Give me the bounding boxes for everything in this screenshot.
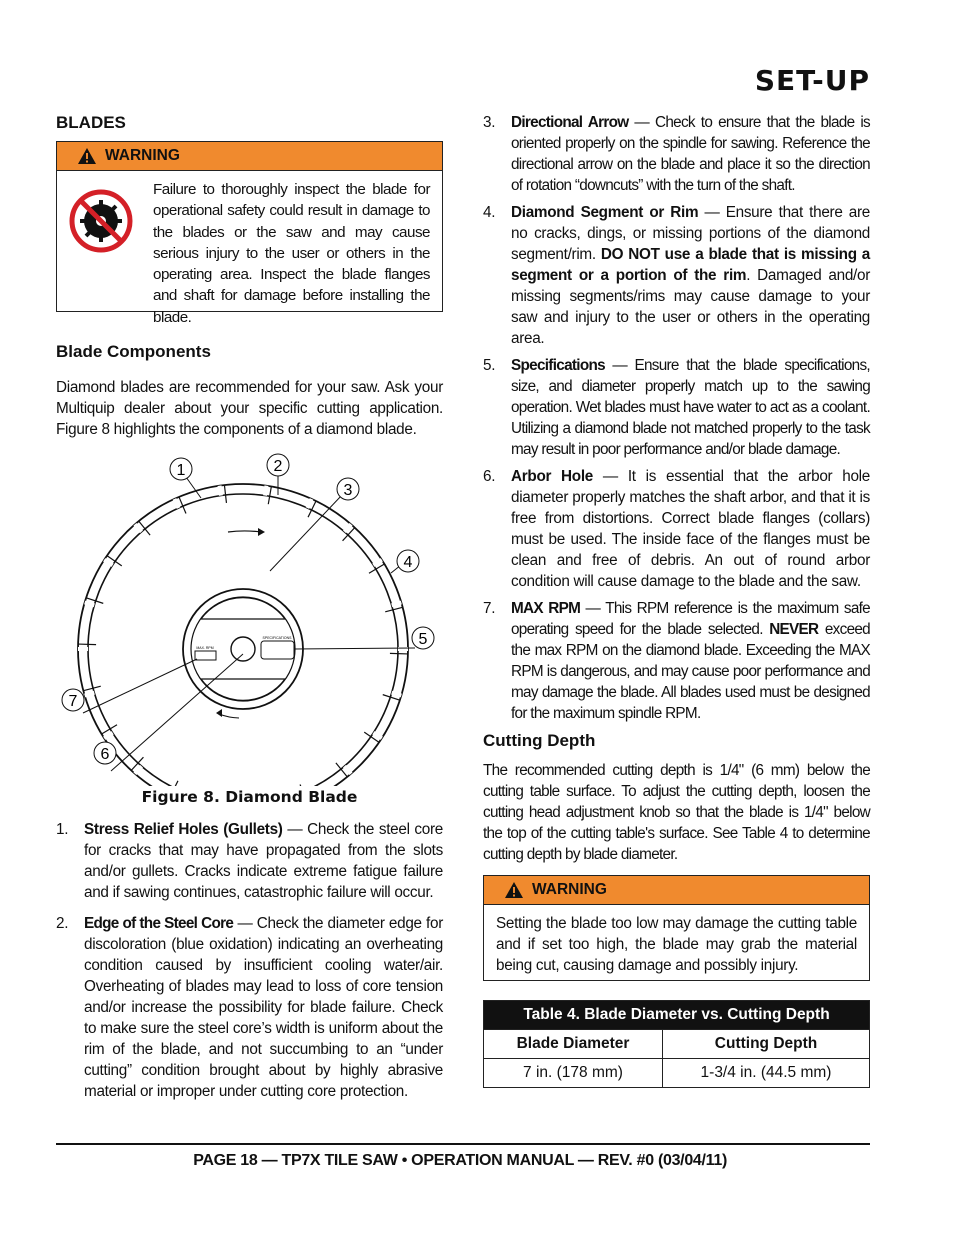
rim-gullet (174, 499, 178, 508)
rim-gullet (345, 766, 352, 774)
item-body-2: exceed the max RPM on the diamond blade. Exceeding the MAX RPM is dangerous, and may cause poor performance and may damage the blade. All blades used must be designed for the maximum spindle RPM. (511, 621, 870, 722)
table-caption: Table 4. Blade Diameter vs. Cutting Depth (484, 1001, 870, 1030)
item-term: Directional Arrow (511, 114, 629, 131)
item-term: Edge of the Steel Core (84, 915, 234, 932)
item-number: 5. (483, 357, 496, 374)
item-body-2: . Damaged and/or missing segments/rims may cause damage to your saw and injury to the user or others in the operating area. (511, 267, 870, 347)
stress-relief-slot (300, 784, 307, 786)
stress-relief-slot (78, 644, 96, 645)
no-blade-prohibition-icon (69, 189, 133, 253)
callout-3-label: 3 (343, 482, 353, 499)
callout-6 (94, 742, 116, 764)
item-number: 2. (56, 915, 69, 932)
rim-gullet (392, 603, 402, 606)
item-number: 3. (483, 114, 496, 131)
diamond-blade-figure (56, 446, 443, 786)
callout-1 (170, 458, 192, 480)
table-row (484, 1059, 870, 1088)
page-title: SET-UP (754, 64, 870, 97)
list-item (483, 202, 870, 349)
warning-text-blades: Failure to thoroughly inspect the blade for operational safety could result in damage to the blades or the saw and may cause serious injury to the user or others in the operating area. Inspect the blade flanges and shaft for damage before installing the blade. (153, 181, 430, 326)
warning-box-cutting-depth (483, 875, 870, 981)
diamond-blade-diagram (78, 484, 408, 786)
rim-gullet (135, 766, 142, 774)
rim-gullet (85, 603, 95, 606)
table-cell: 7 in. (178 mm) (484, 1059, 663, 1088)
rim-gullet (373, 733, 381, 738)
callout-5-label: 5 (418, 631, 428, 648)
list-item (483, 598, 870, 724)
warning-triangle-icon (504, 881, 524, 899)
components-intro: Diamond blades are recommended for your saw. Ask your Multiquip dealer about your specific cutting application. Figure 8 highlights the components of a diamond blade. (56, 379, 443, 438)
stress-relief-slot (390, 653, 408, 654)
callout-2-label: 2 (273, 458, 283, 475)
list-item (483, 355, 870, 460)
list-item (56, 819, 443, 903)
warning-header (484, 876, 869, 905)
item-body: — It is essential that the arbor hole diameter properly matches the shaft arbor, and that it is free from distortions. Correct blade flanges (collars) must be used. The inside face of the flanges must be clean and free of debris. An out of round arbor condition will cause damage to the blade and the saw. (511, 468, 870, 590)
callout-5 (412, 627, 434, 649)
item-body: — This RPM reference is the maximum safe operating speed for the blade selected. (511, 600, 870, 638)
item-text (511, 202, 870, 349)
callout-7 (62, 689, 84, 711)
component-list-right (483, 112, 870, 724)
item-text (511, 355, 870, 460)
list-item (483, 466, 870, 592)
item-warning-emphasis: NEVER (769, 621, 819, 638)
cutting-depth-text: The recommended cutting depth is 1/4" (6 mm) below the cutting table surface. To adjust the cutting depth, loosen the cutting head adjustment knob so that the blade is 1/4" below the top of the cutting table's surface. See Table 4 to determine cutting depth by blade diameter. (483, 762, 870, 863)
item-body: — Ensure that there are no cracks, dings, or missing portions of the diamond segment/rim. (511, 204, 870, 263)
warning-header (57, 142, 442, 171)
rim-gullet (104, 733, 112, 738)
item-text (84, 913, 443, 1102)
item-text (511, 112, 870, 196)
footer-rule (56, 1143, 870, 1145)
item-number: 4. (483, 204, 496, 221)
max-rpm-label: MAX. RPM (196, 646, 214, 650)
item-number: 6. (483, 468, 496, 485)
warning-triangle-icon (77, 147, 97, 165)
item-term: MAX RPM (511, 600, 581, 617)
figure-caption: Figure 8. Diamond Blade (141, 788, 358, 806)
rim-gullet (392, 693, 402, 696)
list-item (56, 913, 443, 1102)
item-term: Stress Relief Holes (Gullets) (84, 821, 283, 838)
table-header-cutting-depth: Cutting Depth (663, 1030, 870, 1059)
rim-gullet (104, 560, 112, 565)
rim-gullet (220, 486, 221, 496)
item-body: — Check the steel core for cracks that may have propagated from the slots and/or gullets. Cracks indicate extreme fatigue failure and if sawing continues, catastrophic failure will occur. (84, 821, 443, 901)
list-item (483, 112, 870, 196)
left-column (56, 112, 443, 1108)
page-footer: PAGE 18 — TP7X TILE SAW • OPERATION MANUAL — REV. #0 (03/04/11) (193, 1152, 727, 1169)
rim-gullet (265, 486, 266, 496)
specifications-label: SPECIFICATIONS (262, 636, 292, 640)
warning-label: WARNING (105, 147, 180, 164)
specifications-label-box (261, 641, 294, 659)
rim-gullet (373, 560, 381, 565)
item-number: 7. (483, 600, 496, 617)
callout-2 (267, 454, 289, 476)
item-number: 1. (56, 821, 69, 838)
stress-relief-slot (224, 485, 226, 503)
stress-relief-slot (268, 486, 271, 504)
rim-gullet (345, 524, 352, 532)
item-term: Specifications (511, 357, 605, 374)
right-column (483, 112, 870, 1088)
item-body: — Check to ensure that the blade is oriented properly on the spindle for sawing. Reference the directional arrow on the blade and place it so the direction of rotation “downcuts” with the turn of the shaft. (511, 114, 870, 194)
max-rpm-label-box (195, 651, 216, 660)
table-header-blade-diameter: Blade Diameter (484, 1030, 663, 1059)
blade-diameter-table (483, 1000, 870, 1088)
callout-3 (337, 478, 359, 500)
rim-gullet (85, 693, 95, 696)
item-term: Diamond Segment or Rim (511, 204, 699, 221)
item-term: Arbor Hole (511, 468, 594, 485)
callout-1-label: 1 (176, 462, 186, 479)
callout-4 (397, 550, 419, 572)
section-heading-blades: BLADES (56, 113, 126, 132)
subheading-blade-components: Blade Components (56, 342, 211, 361)
subheading-cutting-depth: Cutting Depth (483, 731, 596, 750)
item-body: — Ensure that the blade specifications, size, and diameter properly match up to the sawing operation. Wet blades must have water to act as a coolant. Utilizing a diamond blade not matched properly to the task may result in poor performance and/or blade damage. (511, 357, 870, 458)
item-warning-emphasis: DO NOT use a blade that is missing a segment or a portion of the rim (511, 246, 870, 284)
warning-text-cutting-depth: Setting the blade too low may damage the cutting table and if set too high, the blade may grab the material being cut, causing damage and possibly injury. (496, 915, 857, 974)
callout-7-label: 7 (68, 693, 78, 710)
stress-relief-slot (170, 781, 178, 786)
item-text (511, 466, 870, 592)
warning-label: WARNING (532, 881, 607, 898)
item-text (511, 598, 870, 724)
callout-6-label: 6 (100, 746, 110, 763)
item-body: — Check the diameter edge for discoloration (blue oxidation) indicating an overheating condition caused by insufficient cooling water/air. Overheating of blades may lead to loss of core tension and/or increase the possibility for blade failure. Check to make sure the steel core’s width is uniform about the rim of the blade, and not succumbing to an “under cutting” condition brought about by highly abrasive material or improper under cutting core protection. (84, 915, 443, 1100)
component-list-left (56, 819, 443, 1102)
warning-box-blades (56, 141, 443, 326)
item-text (84, 819, 443, 903)
rim-gullet (135, 524, 142, 532)
callout-4-label: 4 (403, 554, 413, 571)
table-cell: 1-3/4 in. (44.5 mm) (663, 1059, 870, 1088)
rim-gullet (307, 499, 311, 508)
